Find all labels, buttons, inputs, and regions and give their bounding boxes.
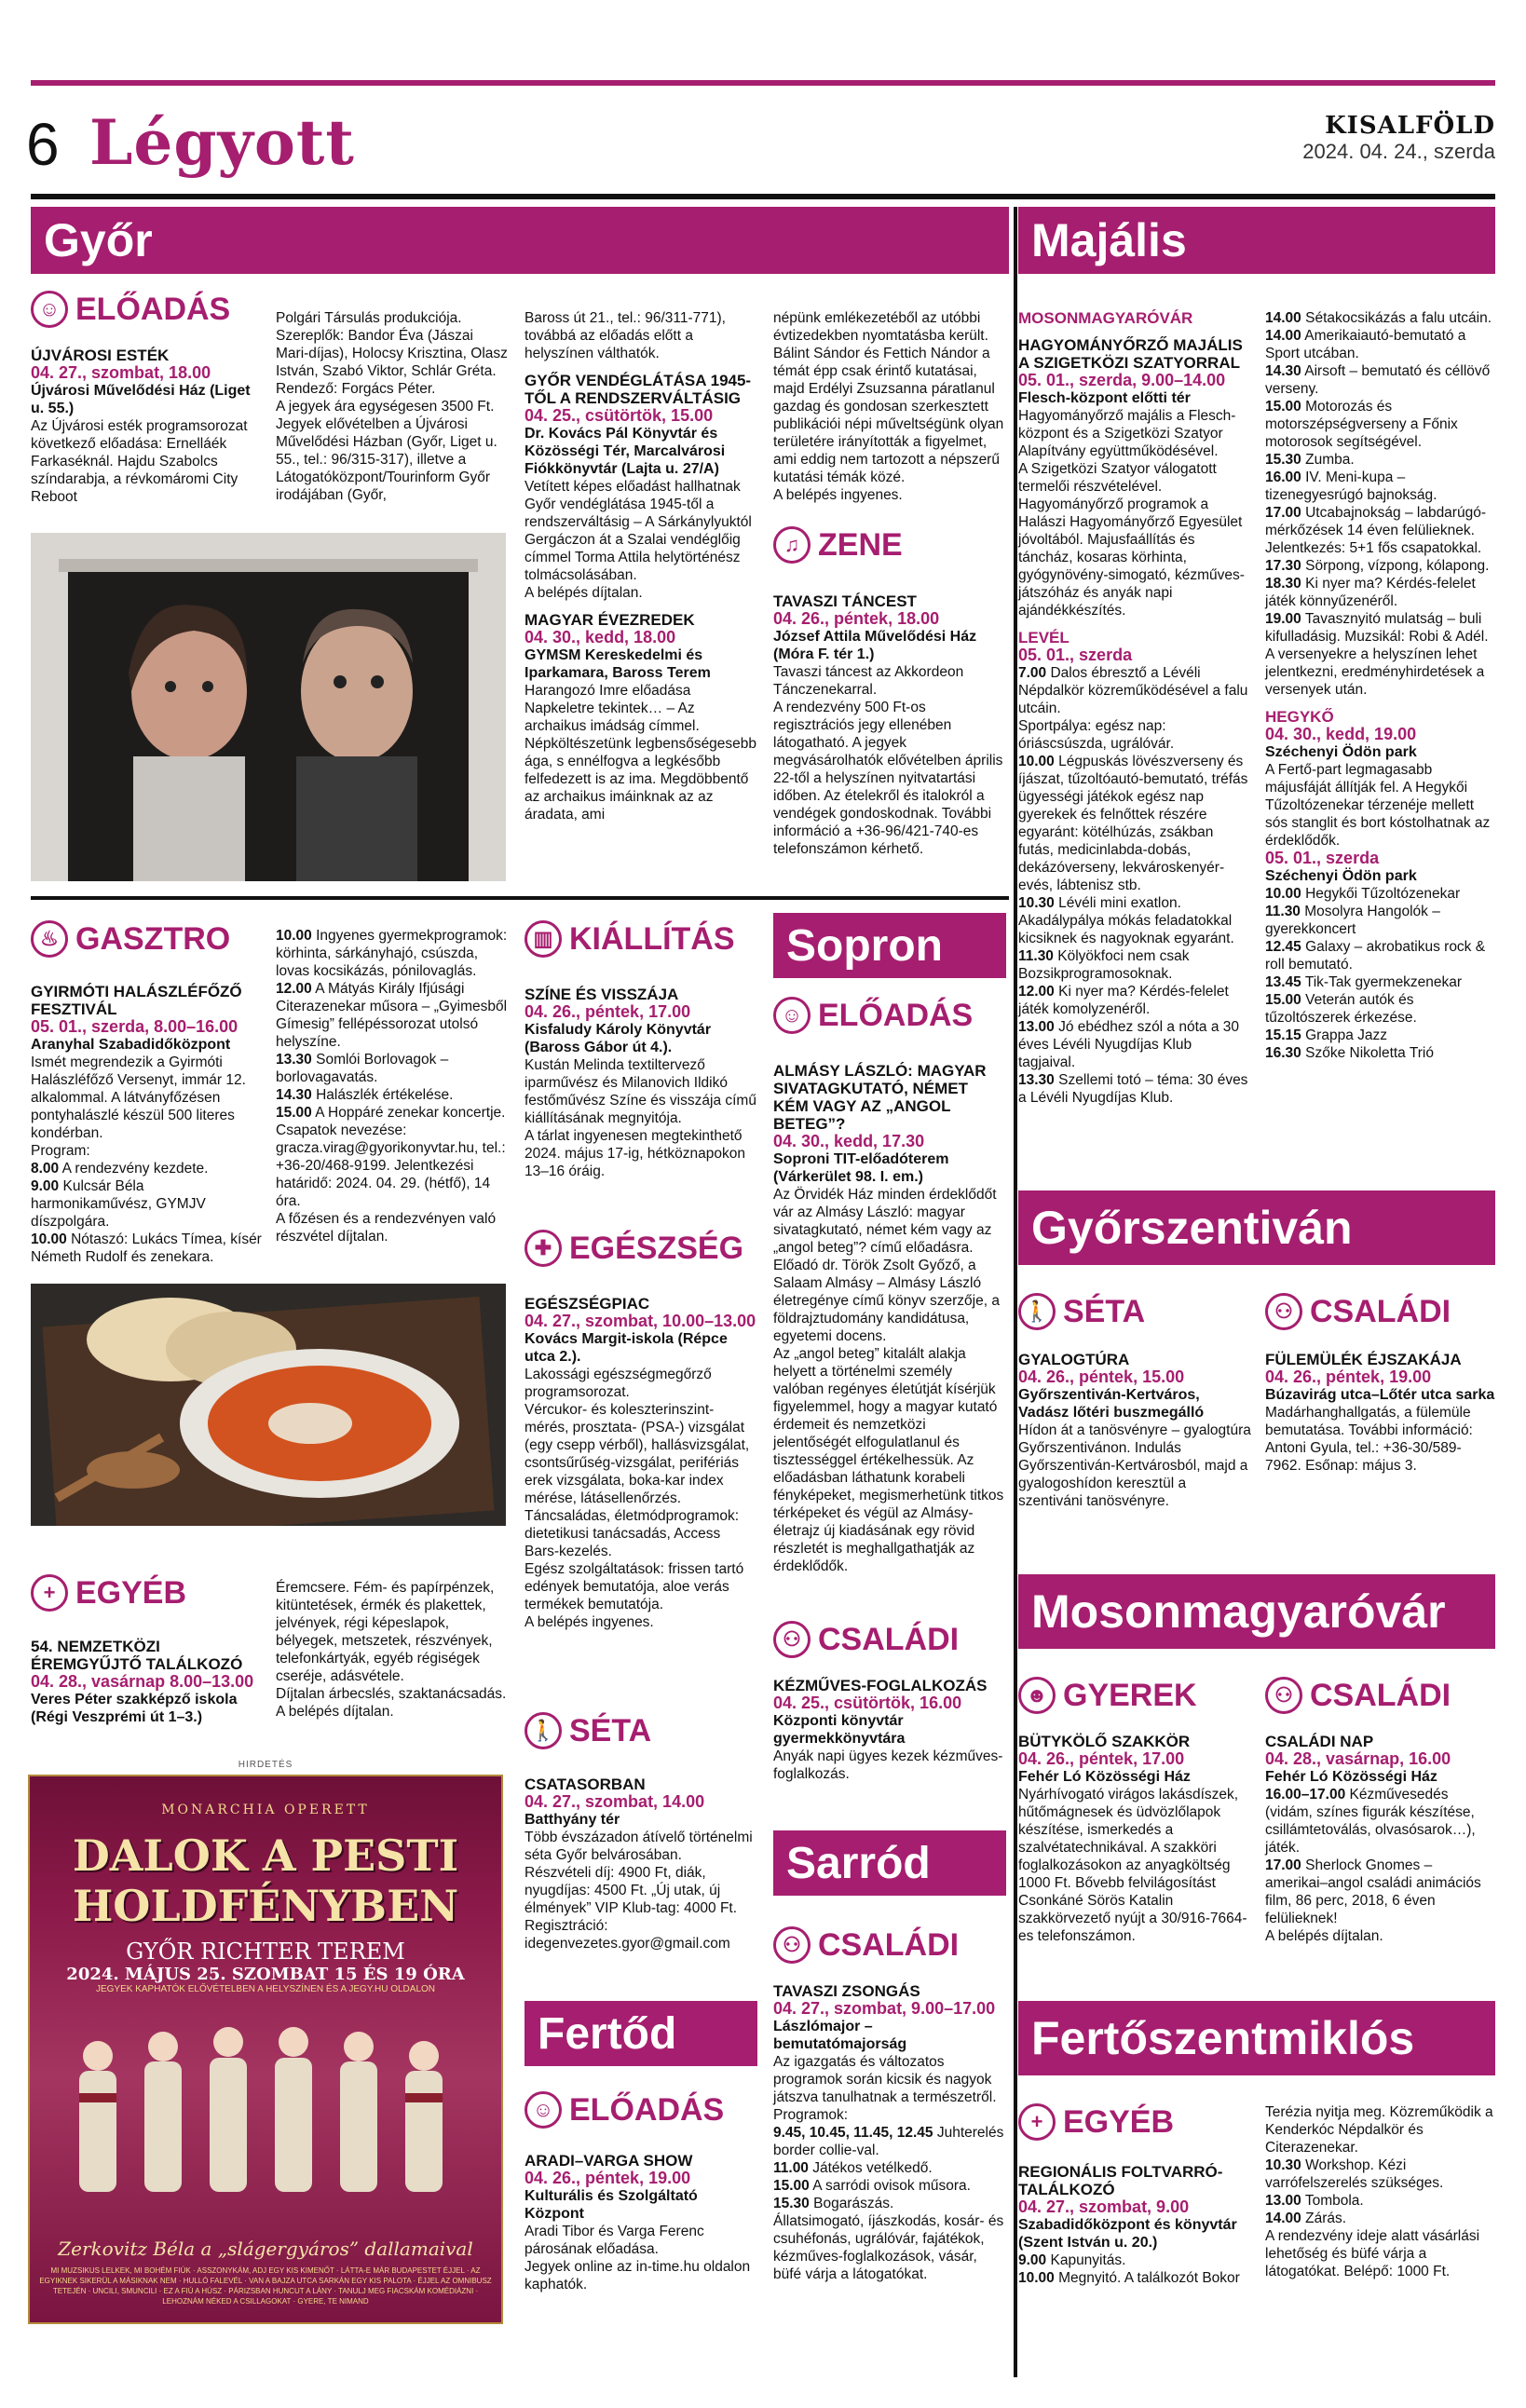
event-body: Nyárhívogató virágos lakásdíszek, hűtőmágnesek és üdvözlőlapok készítése, ismerkedés a szalvétatechnikával. A szakköri foglalkozásokon az anyagköltség 1000 Ft. Bővebb felvilágosítást Csonkáné Sörös Katalin szakkörvezető nyújt a 30/916-7664-es telefonszámon. — [1018, 1787, 1247, 1944]
family-icon: ⚇ — [773, 1926, 811, 1964]
event-date: 04. 26., péntek, 18.00 — [773, 609, 940, 628]
majalis-banner: Majális — [1018, 207, 1495, 274]
event-date: 04. 27., szombat, 10.00–13.00 — [525, 1312, 756, 1330]
gasztro-col2 — [276, 927, 509, 1245]
event-title: TAVASZI TÁNCEST — [773, 592, 917, 610]
egeszseg-event — [525, 1295, 757, 1631]
schedule-item: 15.00 Veterán autók és tűzoltószerek érkezése. — [1265, 992, 1417, 1026]
egeszseg-heading: ✚ EGÉSZSÉG — [525, 1230, 743, 1267]
schedule-item: 14.30 Airsoft – bemutató és céllövő verseny. — [1265, 363, 1491, 397]
schedule-item: Sportpálya: egész nap: óriáscsúszda, ugrálóvár. — [1018, 718, 1175, 752]
ad-songs: MI MUZSIKUS LELKEK, MI BOHÉM FIÚK · ASSZONYKÁM, ADJ EGY KIS KIMENŐT · LÁTTA-E MÁR BUDAPESTET ÉJJEL · AZ EGYIKNEK SIKERÜL A MÁSIKNAK NEM · HULLÓ FALEVÉL · VAN A BAJZA UTCA SARKÁN EGY KIS PALOTA · ÉJJEL AZ OMNIBUSZ TETEJÉN · UNCILI, SMUNCILI · EZ A FIÚ A HÚSZ · PÁRIZSBAN HUNCUT A LÁNY · TANULJ MEG FIACSKÁM KOMÉDIÁZNI · LEHOZNÁM NÉKED A CSILLAGOKAT · GYERE, TE NIMAND — [39, 2266, 492, 2306]
event-title: MAGYAR ÉVEZREDEK — [525, 611, 695, 629]
event-body: Lakossági egészségmegőrző programsorozat. — [525, 1367, 712, 1400]
event-venue: Flesch-központ előtti tér — [1018, 390, 1191, 406]
gyor-col1-top — [31, 347, 264, 506]
event-body: Kustán Melinda textiltervező iparművész és Milanovich Ildikó festőművész Színe és visszája című kiállításának megnyitója. — [525, 1057, 756, 1126]
event-date: 04. 30., kedd, 18.00 — [525, 628, 676, 646]
event-body: Program: — [31, 1143, 90, 1159]
gyorszentivan-csaladi-event — [1265, 1351, 1495, 1475]
sarrod-event — [773, 1982, 1006, 2283]
event-venue: Lászlómajor – bemutatómajorság — [773, 2019, 907, 2052]
seta-event — [525, 1775, 757, 1952]
gyor-zene-heading: ♫ ZENE — [773, 526, 903, 564]
event-venue: Soproni TIT-előadóterem (Várkerület 98. I. em.) — [773, 1151, 949, 1185]
actors-photo — [31, 533, 506, 881]
schedule-item: 16.00–17.00 Kézművesedés (vidám, színes figurák készítése, csillámtetoválás, olvasósarok…), játék. — [1265, 1787, 1476, 1856]
sarrod-csaladi-heading: ⚇ CSALÁDI — [773, 1926, 959, 1964]
event-venue: Fehér Ló Közösségi Ház — [1265, 1769, 1437, 1785]
schedule-item: 14.00 Amerikaiautó-bemutató a Sport utcában. — [1265, 328, 1466, 361]
event-body: Aradi Tibor és Varga Ferenc párosának előadása. — [525, 2224, 704, 2257]
schedule-item: 8.00 A rendezvény kezdete. — [31, 1161, 209, 1177]
schedule-item: 13.00 Jó ebédhez szól a nóta a 30 éves Lévéli Nyugdíjas Klub tagjaival. — [1018, 1019, 1240, 1070]
event-body: Jegyek online az in-time.hu oldalon kaphatók. — [525, 2259, 751, 2292]
event-body: Madárhanghallgatás, a fülemüle bemutatása. További információ: Antoni Gyula, tel.: +36-30/589-7962. Esőnap: május 3. — [1265, 1405, 1473, 1474]
chef-hat-icon: ♨ — [31, 920, 68, 958]
event-title: KÉZMŰVES-FOGLALKOZÁS — [773, 1677, 988, 1694]
column-building-icon: ▥ — [525, 920, 562, 958]
event-title: BÜTYKÖLŐ SZAKKÖR — [1018, 1733, 1191, 1750]
gyorszentivan-seta-heading: 🚶 SÉTA — [1018, 1293, 1145, 1330]
theater-masks-icon: ☺ — [525, 2091, 562, 2129]
ad-tagline: Zerkovitz Béla a „slágergyáros” dallamaival — [58, 2238, 473, 2260]
event-venue: Búzavirág utca–Lőtér utca sarka — [1265, 1387, 1495, 1403]
majalis-col1 — [1018, 309, 1251, 1107]
gasztro-event — [31, 983, 264, 1266]
event-body: Baross út 21., tel.: 96/311-771), továbbá az előadás előtt a helyszínen válthatók. — [525, 310, 726, 361]
schedule-item: 17.30 Sörpong, vízpong, kólapong. — [1265, 558, 1490, 574]
schedule-item: 10.30 Lévéli mini exatlon. Akadálypálya mókás feladatokkal kicsiknek és nagyoknak egyaránt. — [1018, 895, 1234, 946]
fertod-banner: Fertőd — [525, 2001, 757, 2066]
mosonmagyarovar-gyerek-heading: ☻ GYEREK — [1018, 1677, 1197, 1714]
event-body: Részvételi díj: 4900 Ft, diák, nyugdíjas: 4500 Ft. „Új utak, új élmények” VIP Klub-tag: 4000 Ft. Regisztráció: idegenvezetes.gyor@gmail.com — [525, 1865, 738, 1952]
event-body: Az Újvárosi esték programsorozat következő előadása: Ernelláék Farkaséknál. Hajdu Szabolcs színdarabja, a révkomáromi City Reboot — [31, 418, 248, 505]
schedule-item: 12.00 Ki nyer ma? Kérdés-felelet játék komolyzenéről. — [1018, 984, 1229, 1017]
event-title: HAGYOMÁNYŐRZŐ MAJÁLIS A SZIGETKÖZI SZATYORRAL — [1018, 336, 1243, 372]
event-body: A belépés ingyenes. — [525, 1614, 654, 1630]
event-body: Éremcsere. Fém- és papírpénzek, kitüntetések, érmék és plakettek, jelvények, régi képeslapok, bélyegek, metszetek, részvények, telefonkártyák, egyéb régiségek cseréje, adásvétele. — [276, 1580, 495, 1684]
sarrod-banner: Sarród — [773, 1830, 1006, 1896]
schedule-item: 9.45, 10.45, 11.45, 12.45 Juhterelés border collie-val. — [773, 2125, 1004, 2158]
event-body: népünk emlékezetéből az utóbbi évtizedekben nyomtatásba került. Bálint Sándor és Fettich Nándor a témát épp csak érintő kutatásai, majd Erdélyi Zsuzsanna páratlanul gazdag és gondosan szerkesztett publikációi népi műveltségünk olyan területére irányították a figyelmet, ami eddig nem tartozott a népszerű kutatási témák közé. — [773, 310, 1004, 485]
gyorszentivan-csaladi-heading: ⚇ CSALÁDI — [1265, 1293, 1451, 1330]
top-accent-line — [31, 80, 1495, 86]
event-date: 04. 28., vasárnap 8.00–13.00 — [31, 1672, 254, 1691]
schedule-item: 14.00 Sétakocsikázás a falu utcáin. — [1265, 310, 1492, 326]
event-venue: József Attila Művelődési Ház (Móra F. tér 1.) — [773, 629, 977, 662]
event-body: Állatsimogató, íjászkodás, kosár- és csuhéfonás, ugrálóvár, fajátékok, kézműves-foglalkozások, vásár, büfé várja a látogatókat. — [773, 2213, 1004, 2282]
event-body: Hagyományőrző majális a Flesch-központ és a Szigetközi Szatyor Alapítvány együttműködésével. — [1018, 408, 1236, 459]
event-date: 05. 01., szerda, 9.00–14.00 — [1018, 371, 1226, 389]
event-title: ALMÁSY LÁSZLÓ: MAGYAR SIVATAGKUTATÓ, NÉMET KÉM VAGY AZ „ANGOL BETEG”? — [773, 1062, 987, 1133]
event-body: Ismét megrendezik a Gyirmóti Halászléfőző Versenyt, immár 12. alkalommal. A látványfőzésen pontyhalászlé készül 500 literes kondérban. — [31, 1054, 246, 1141]
schedule-item: 14.00 Zárás. — [1265, 2211, 1347, 2226]
event-title: TAVASZI ZSONGÁS — [773, 1982, 920, 2000]
sopron-csaladi-heading: ⚇ CSALÁDI — [773, 1621, 959, 1658]
gyor-col3 — [525, 309, 757, 823]
issue-date: 2024. 04. 24., szerda — [1302, 140, 1495, 163]
event-venue: Veres Péter szakképző iskola (Régi Veszprémi út 1–3.) — [31, 1692, 238, 1725]
music-note-icon: ♫ — [773, 526, 811, 564]
kiallitas-event — [525, 986, 757, 1180]
gyor-col4 — [773, 309, 1006, 504]
mosonmagyarovar-csaladi-event — [1265, 1733, 1495, 1945]
event-title: 54. NEMZETKÖZI ÉREMGYŰJTŐ TALÁLKOZÓ — [31, 1638, 243, 1673]
mosonmagyarovar-gyerek-event — [1018, 1733, 1251, 1945]
event-date: 04. 26., péntek, 17.00 — [1018, 1749, 1185, 1768]
event-title: CSALÁDI NAP — [1265, 1733, 1374, 1750]
theater-masks-icon: ☺ — [31, 291, 68, 328]
event-venue: Újvárosi Művelődési Ház (Liget u. 55.) — [31, 383, 251, 416]
event-body: Az „angol beteg” kitalált alakja helyett a történelmi személy valóban regényes életútját kísérjük figyelemmel, hogy a magyar kutató érdemeit és nemzetközi jelentőségét elfogulatlanul és tisztességgel értékelhessük. Az előadásban láthatunk korabeli fényképeket, megismerhetünk titkos térképeket és végül az Almásy-életrajz új kiadásának egy rövid részletét is meghallgathatják az érdeklődők. — [773, 1346, 1004, 1574]
egyeb-event — [31, 1638, 264, 1726]
sopron-eloadas-heading: ☺ ELŐADÁS — [773, 997, 973, 1034]
fertod-eloadas-heading: ☺ ELŐADÁS — [525, 2091, 724, 2129]
fertoszentmiklos-egyeb-heading: + EGYÉB — [1018, 2103, 1174, 2141]
location-heading: HEGYKŐ — [1265, 708, 1334, 726]
family-icon: ⚇ — [1265, 1677, 1302, 1714]
event-date: 04. 26., péntek, 15.00 — [1018, 1367, 1185, 1386]
event-body: Anyák napi ügyes kezek kézműves-foglalkozás. — [773, 1748, 1003, 1782]
event-date: 05. 01., szerda, 8.00–16.00 — [31, 1017, 238, 1036]
event-body: A rendezvény ideje alatt vásárlási lehetőség és büfé várja a látogatókat. Belépő: 1000 Ft. — [1265, 2228, 1480, 2279]
operetta-advertisement[interactable] — [28, 1760, 503, 2324]
event-body: Az igazgatás és változatos programok során kicsik és nagyok játszva tanulhatnak a természetről. — [773, 2054, 997, 2105]
masthead — [1302, 112, 1495, 164]
newspaper-name: KISALFÖLD — [1325, 112, 1495, 140]
event-body: Tavaszi táncest az Akkordeon Tánczenekarral. — [773, 664, 964, 698]
schedule-item: 11.30 Mosolyra Hangolók – gyerekkoncert — [1265, 904, 1440, 937]
schedule-item: 10.00 Hegykői Tűzoltózenekar — [1265, 886, 1461, 902]
event-body: A belépés díjtalan. — [1265, 1928, 1383, 1944]
event-body: A versenyekre a helyszínen lehet jelentkezni, eredményhirdetések a versenyek után. — [1265, 646, 1485, 698]
event-body: A rendezvény 500 Ft-os regisztrációs jegy ellenében látogatható. A jegyek megvásárolhatók elővételben április 22-től a helyszínen nyitvatartási időben. Az ételekről és italokról a vendégek gondoskodnak. További információ a +36-96/421-740-es telefonszámon kérhető. — [773, 700, 1003, 857]
egyeb-col2 — [276, 1579, 509, 1721]
event-venue: Kovács Margit-iskola (Répce utca 2.). — [525, 1331, 728, 1365]
gyor-zene-event — [773, 592, 1006, 858]
ad-label: HIRDETÉS — [238, 1760, 293, 1770]
theater-masks-icon: ☺ — [773, 997, 811, 1034]
event-venue: Batthyány tér — [525, 1812, 620, 1828]
event-title: GYIRMÓTI HALÁSZLÉFŐZŐ FESZTIVÁL — [31, 983, 242, 1018]
schedule-item: 15.00 A sarródi ovisok műsora. — [773, 2178, 971, 2194]
event-venue: Győrszentiván-Kertváros, Vadász lőtéri buszmegálló — [1018, 1387, 1205, 1421]
fish-soup-photo — [31, 1284, 506, 1526]
schedule-item: 17.00 Sherlock Gnomes – amerikai–angol családi animációs film, 86 perc, 2018, 6 éven felülieknek! — [1265, 1857, 1481, 1926]
event-body: Programok: — [773, 2107, 849, 2123]
event-venue: Fehér Ló Közösségi Ház — [1018, 1769, 1191, 1785]
schedule-item: 13.00 Tombola. — [1265, 2193, 1364, 2209]
event-date: 04. 27., szombat, 18.00 — [31, 363, 211, 382]
event-venue: GYMSM Kereskedelmi és Iparkamara, Baross Terem — [525, 647, 711, 681]
schedule-item: 10.30 Workshop. Kézi varrófelszerelés szükséges. — [1265, 2157, 1444, 2191]
ad-tickets: JEGYEK KAPHATÓK ELŐVÉTELBEN A HELYSZÍNEN ÉS A JEGY.HU OLDALON — [95, 1984, 436, 1994]
location-heading: LEVÉL — [1018, 629, 1070, 646]
sopron-csaladi-event — [773, 1677, 1006, 1783]
fertoszentmiklos-col2 — [1265, 2103, 1495, 2280]
event-date: 05. 01., szerda — [1018, 646, 1133, 664]
walking-person-icon: 🚶 — [525, 1712, 562, 1749]
schedule-item: 11.00 Játékos vetélkedő. — [773, 2160, 933, 2176]
event-title: SZÍNE ÉS VISSZÁJA — [525, 986, 679, 1003]
schedule-item: 10.00 Légpuskás lövészverseny és íjászat, tűzoltóautó-bemutató, tréfás ügyességi játékok egész nap gyerekek és felnőttek részére egyaránt: kötélhúzás, zsákban futás, medicinlabda-dobás, dekázóverseny, lekvároskenyér-evés, lábtenisz stb. — [1018, 754, 1248, 893]
event-body: Az Örvidék Ház minden érdeklődőt vár az Almásy László: magyar sivatagkutató, német kém vagy az „angol beteg”? című előadásra. Előadó dr. Török Zsolt Győző, a Salaam Almásy – Almásy László életregénye című könyv szerzője, a földrajztudomány kandidátusa, egyetemi docens. — [773, 1187, 1000, 1344]
section-divider — [31, 896, 1009, 900]
ad-date: 2024. MÁJUS 25. SZOMBAT 15 ÉS 19 ÓRA — [66, 1965, 465, 1984]
gyor-eloadas-heading: ☺ ELŐADÁS — [31, 291, 230, 328]
fertoszentmiklos-event — [1018, 2163, 1251, 2287]
schedule-item: 15.00 Motorozás és motorszépségverseny a Főnix motorosok segítségével. — [1265, 399, 1458, 450]
majalis-col2 — [1265, 309, 1495, 1062]
walking-person-icon: 🚶 — [1018, 1293, 1056, 1330]
event-venue: Kulturális és Szolgáltató Központ — [525, 2188, 698, 2222]
event-title: CSATASORBAN — [525, 1775, 646, 1793]
schedule-item: 13.30 Somlói Borlovagok – borlovagavatás. — [276, 1052, 449, 1085]
event-body: Polgári Társulás produkciója. Szereplők: Bandor Éva (Jászai Mari-díjas), Holocsy Krisztina, Olasz István, Szabó Viktor, Schlár Gréta. Rendező: Forgács Péter. — [276, 310, 508, 397]
event-date: 04. 30., kedd, 17.30 — [773, 1132, 925, 1150]
schedule-item: 14.30 Halászlék értékelése. — [276, 1087, 454, 1103]
event-body: A főzésen és a rendezvényen való részvétel díjtalan. — [276, 1211, 497, 1245]
event-body: A Szigetközi Szatyor válogatott termelői részvételével. Hagyományőrző programok a Halászi Hagyományőrző Egyesület jóvoltából. Majusfaállítás és táncház, kosaras körhinta, gyógynövény-simogató, kézműves-játszóház és anyák napi ajándékkészítés. — [1018, 461, 1245, 619]
event-venue: Aranyhal Szabadidőközpont — [31, 1037, 231, 1053]
schedule-item: 10.00 Ingyenes gyermekprogramok: körhinta, sárkányhajó, csúszda, lovas kocsikázás, pónilovaglás. — [276, 928, 508, 979]
plus-icon: + — [1018, 2103, 1056, 2141]
event-venue: Szabadidőközpont és könyvtár (Szent István u. 20.) — [1018, 2217, 1237, 2251]
event-body: A belépés díjtalan. — [276, 1704, 394, 1720]
header-rule — [31, 194, 1495, 199]
ad-title-line2: HOLDFÉNYBEN — [72, 1881, 459, 1931]
schedule-item: 12.45 Galaxy – akrobatikus rock & roll bemutató. — [1265, 939, 1486, 973]
schedule-item: 15.15 Grappa Jazz — [1265, 1027, 1387, 1043]
event-title: EGÉSZSÉGPIAC — [525, 1295, 650, 1313]
gyorszentivan-seta-event — [1018, 1351, 1251, 1510]
event-body: Hídon át a tanösvényre – gyalogtúra Győrszentivánon. Indulás Győrszentiván-Kertvárosból, majd a gyalogoshídon keresztül a szentiváni tanösvényre. — [1018, 1422, 1251, 1509]
event-title: ARADI–VARGA SHOW — [525, 2152, 693, 2170]
event-venue: Dr. Kovács Pál Könyvtár és Közösségi Tér, Marcalvárosi Fiókkönyvtár (Lajta u. 27/A) — [525, 426, 726, 477]
event-body: Népköltészetünk legbensőségesebb ága, s ennélfogva a legkésőbb felfedezett is az ima. Megdöbbentő az archaikus imáinknak az az áradata, ami — [525, 736, 757, 823]
column-separator — [1014, 207, 1017, 2377]
event-date: 04. 27., szombat, 9.00 — [1018, 2197, 1190, 2216]
gyorszentivan-banner: Győrszentiván — [1018, 1190, 1495, 1265]
event-body: A belépés díjtalan. — [525, 585, 643, 601]
child-face-icon: ☻ — [1018, 1677, 1056, 1714]
schedule-item: 13.45 Tik-Tak gyermekzenekar — [1265, 974, 1463, 990]
event-date: 04. 30., kedd, 19.00 — [1265, 725, 1417, 743]
event-date: 04. 26., péntek, 19.00 — [1265, 1367, 1432, 1386]
event-body: Vércukor- és koleszterinszint-mérés, prosztata- (PSA-) vizsgálat (egy csepp vérből), hallásvizsgálat, csontsűrűség-vizsgálat, perifériás erek vizsgálata, boka-kar index mérése, látásellenőrzés. — [525, 1402, 750, 1506]
kiallitas-heading: ▥ KIÁLLÍTÁS — [525, 920, 735, 958]
family-icon: ⚇ — [773, 1621, 811, 1658]
ad-performers-illustration — [42, 2000, 489, 2233]
event-date: 04. 25., csütörtök, 15.00 — [525, 406, 714, 425]
egyeb-heading: + EGYÉB — [31, 1574, 186, 1612]
event-title: FÜLEMÜLÉK ÉJSZAKÁJA — [1265, 1351, 1462, 1368]
mosonmagyarovar-banner: Mosonmagyaróvár — [1018, 1574, 1495, 1649]
schedule-item: 15.00 A Hoppáré zenekar koncertje. — [276, 1105, 506, 1121]
event-body: A jegyek ára egységesen 3500 Ft. Jegyek elővételben a Újvárosi Művelődési Házban (Győr, Liget u. 55., tel.: 96/315-317), illetve a Látogatóközpont/Tourinform Győr irodájában (Győr, — [276, 399, 497, 503]
event-date: 04. 26., péntek, 19.00 — [525, 2169, 691, 2187]
event-date: 04. 27., szombat, 14.00 — [525, 1792, 705, 1811]
event-title: REGIONÁLIS FOLTVARRÓ-TALÁLKOZÓ — [1018, 2163, 1223, 2198]
ad-venue: GYŐR RICHTER TEREM — [126, 1939, 405, 1965]
schedule-item: 17.00 Utcabajnokság – labdarúgó-mérkőzések 14 éven felülieknek. Jelentkezés: 5+1 fős csapatokkal. — [1265, 505, 1486, 556]
schedule-item: 19.00 Tavasznyitó mulatság – buli kifulladásig. Muzsikál: Robi & Adél. — [1265, 611, 1489, 645]
event-venue: Széchenyi Ödön park — [1265, 868, 1417, 884]
gyor-col2-top — [276, 309, 509, 504]
event-date: 04. 28., vasárnap, 16.00 — [1265, 1749, 1451, 1768]
ad-brand: MONARCHIA OPERETT — [161, 1803, 370, 1817]
event-title: GYŐR VENDÉGLÁTÁSA 1945-TŐL A RENDSZERVÁLTÁSIG — [525, 372, 752, 407]
event-venue: Központi könyvtár gyermekkönyvtára — [773, 1713, 906, 1747]
schedule-item: 12.00 A Mátyás Király Ifjúsági Citerazenekar műsora – „Gyimesből Gímesig” fellépéssorozat utolsó helyszíne. — [276, 981, 508, 1050]
schedule-item: 15.30 Zumba. — [1265, 452, 1355, 468]
fertoszentmiklos-banner: Fertőszentmiklós — [1018, 2001, 1495, 2075]
schedule-item: 16.00 IV. Meni-kupa – tizenegyesrúgó bajnokság. — [1265, 469, 1437, 503]
schedule-item: 7.00 Dalos ébresztő a Lévéli Népdalkör közreműködésével a falu utcáin. — [1018, 665, 1248, 716]
event-body: Több évszázadon átívelő történelmi séta Győr belvárosában. — [525, 1830, 753, 1863]
event-body: Csapatok nevezése: gracza.virag@gyorikonyvtar.hu, tel.: +36-20/468-9199. Jelentkezési határidő: 2024. 04. 29. (hétfő), 14 óra. — [276, 1122, 506, 1209]
sopron-eloadas-event — [773, 1062, 1006, 1575]
family-icon: ⚇ — [1265, 1293, 1302, 1330]
mosonmagyarovar-csaladi-heading: ⚇ CSALÁDI — [1265, 1677, 1451, 1714]
schedule-item: 10.00 Megnyitó. A találkozót Bokor — [1018, 2270, 1240, 2286]
seta-heading: 🚶 SÉTA — [525, 1712, 651, 1749]
event-date: 05. 01., szerda — [1265, 849, 1380, 867]
schedule-item: 18.30 Ki nyer ma? Kérdés-felelet játék könnyűzenéről. — [1265, 576, 1476, 609]
event-body: Táncsaládas, életmódprogramok: dietetikusi tanácsadás, Access Bars-kezelés. — [525, 1508, 740, 1559]
schedule-item: 9.00 Kapunyitás. — [1018, 2252, 1126, 2268]
gyor-banner: Győr — [31, 207, 1009, 274]
sopron-banner: Sopron — [773, 913, 1006, 978]
schedule-item: 13.30 Szellemi totó – téma: 30 éves a Lévéli Nyugdíjas Klub. — [1018, 1072, 1248, 1106]
event-title: ÚJVÁROSI ESTÉK — [31, 347, 170, 364]
event-body: A tárlat ingyenesen megtekinthető 2024. május 17-ig, hétköznapokon 13–16 óráig. — [525, 1128, 745, 1179]
event-body: A belépés ingyenes. — [773, 487, 903, 503]
schedule-item: 16.30 Szőke Nikoletta Trió — [1265, 1045, 1434, 1061]
schedule-item: 9.00 Kulcsár Béla harmonikaművész, GYMJV díszpolgára. — [31, 1178, 206, 1230]
event-body: Terézia nyitja meg. Közreműködik a Kenderkóc Népdalkör és Citerazenekar. — [1265, 2104, 1493, 2156]
event-body: A Fertő-part legmagasabb májusfáját állítják fel. A Hegykői Tűzoltózenekar térzenéje mellett sós stanglit és bort kóstolhatnak az érdeklődők. — [1265, 762, 1491, 849]
event-venue: Kisfaludy Károly Könyvtár (Baross Gábor út 4.). — [525, 1022, 712, 1055]
fertod-event — [525, 2152, 757, 2293]
ad-title-line1: DALOK A PESTI — [72, 1830, 459, 1881]
health-icon: ✚ — [525, 1230, 562, 1267]
event-date: 04. 27., szombat, 9.00–17.00 — [773, 1999, 996, 2018]
plus-icon: + — [31, 1574, 68, 1612]
section-title: Légyott — [89, 106, 355, 179]
location-heading: MOSONMAGYARÓVÁR — [1018, 309, 1193, 327]
event-date: 04. 25., csütörtök, 16.00 — [773, 1694, 962, 1712]
gasztro-heading: ♨ GASZTRO — [31, 920, 230, 958]
page-number: 6 — [26, 111, 60, 178]
event-body: Egész szolgáltatások: frissen tartó edények bemutatója, aloe verás termékek bemutatója. — [525, 1561, 744, 1612]
event-body: Vetített képes előadást hallhatnak Győr vendéglátása 1945-től a rendszerváltásig – A Sárkánylyuktól Gergáczon át a Szalai vendéglőig címmel Torma Attila helytörténész tolmácsolásában. — [525, 479, 752, 583]
event-body: Díjtalan árbecslés, szaktanácsadás. — [276, 1686, 507, 1702]
event-body: Harangozó Imre előadása Napkeletre tekintek… – Az archaikus imádság címmel. — [525, 683, 700, 734]
event-venue: Széchenyi Ödön park — [1265, 744, 1417, 760]
schedule-item: 11.30 Kölyökfoci nem csak Bozsikprogramosoknak. — [1018, 948, 1190, 982]
event-title: GYALOGTÚRA — [1018, 1351, 1130, 1368]
schedule-item: 10.00 Nótaszó: Lukács Tímea, kísér Németh Rudolf és zenekara. — [31, 1231, 262, 1265]
event-date: 04. 26., péntek, 17.00 — [525, 1002, 691, 1021]
schedule-item: 15.30 Bogarászás. — [773, 2196, 894, 2211]
